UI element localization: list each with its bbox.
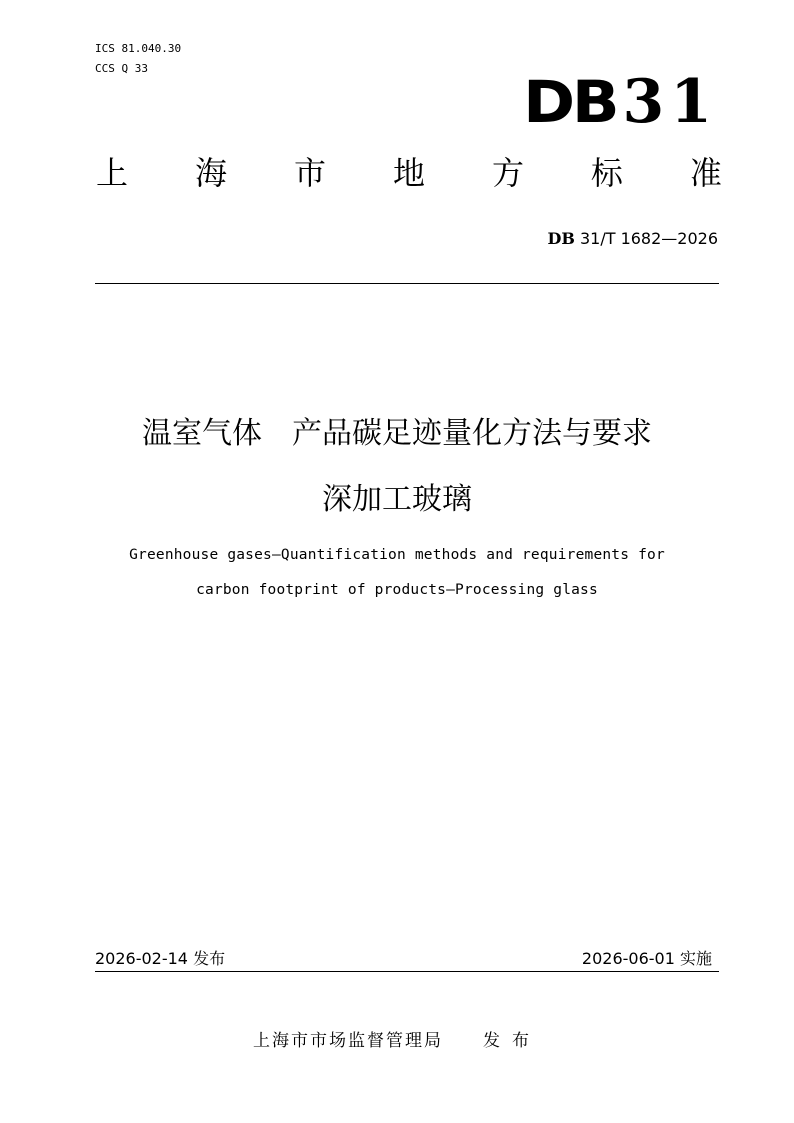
standard-number — [547, 228, 718, 250]
db-logo-letters: DB — [523, 68, 617, 136]
ccs-code: CCS Q 33 — [95, 62, 148, 75]
cn-title-line2: 深加工玻璃 — [322, 482, 472, 517]
standard-type-char: 标 — [590, 154, 623, 192]
standard-type-char: 方 — [491, 154, 524, 192]
standard-number-prefix: DB — [547, 229, 575, 248]
db-logo-digits: 31 — [622, 67, 718, 137]
standard-type-char: 准 — [689, 154, 722, 192]
standard-type-char: 海 — [194, 154, 227, 192]
footer-divider — [95, 971, 719, 972]
standard-type-char: 上 — [96, 154, 129, 192]
en-title-line2: carbon footprint of products—Processing glass — [196, 582, 598, 598]
standard-type-char: 地 — [392, 154, 425, 192]
ics-code: ICS 81.040.30 — [95, 42, 182, 55]
cn-title-line1: 温室气体 产品碳足迹量化方法与要求 — [142, 416, 652, 451]
publisher-name: 上海市市场监督管理局 — [253, 1031, 443, 1051]
db31-logo — [523, 67, 718, 137]
header-divider — [95, 283, 719, 284]
publish-action: 发布 — [483, 1031, 541, 1051]
implement-date: 2026-06-01 实施 — [581, 949, 712, 968]
issue-date: 2026-02-14 发布 — [95, 949, 226, 968]
en-title-line1: Greenhouse gases—Quantification methods and requirements for — [129, 547, 665, 563]
standard-type-char: 市 — [293, 154, 326, 192]
publisher — [0, 1029, 794, 1053]
standard-number-value: 31/T 1682—2026 — [579, 229, 718, 248]
standard-type-title — [96, 153, 722, 193]
